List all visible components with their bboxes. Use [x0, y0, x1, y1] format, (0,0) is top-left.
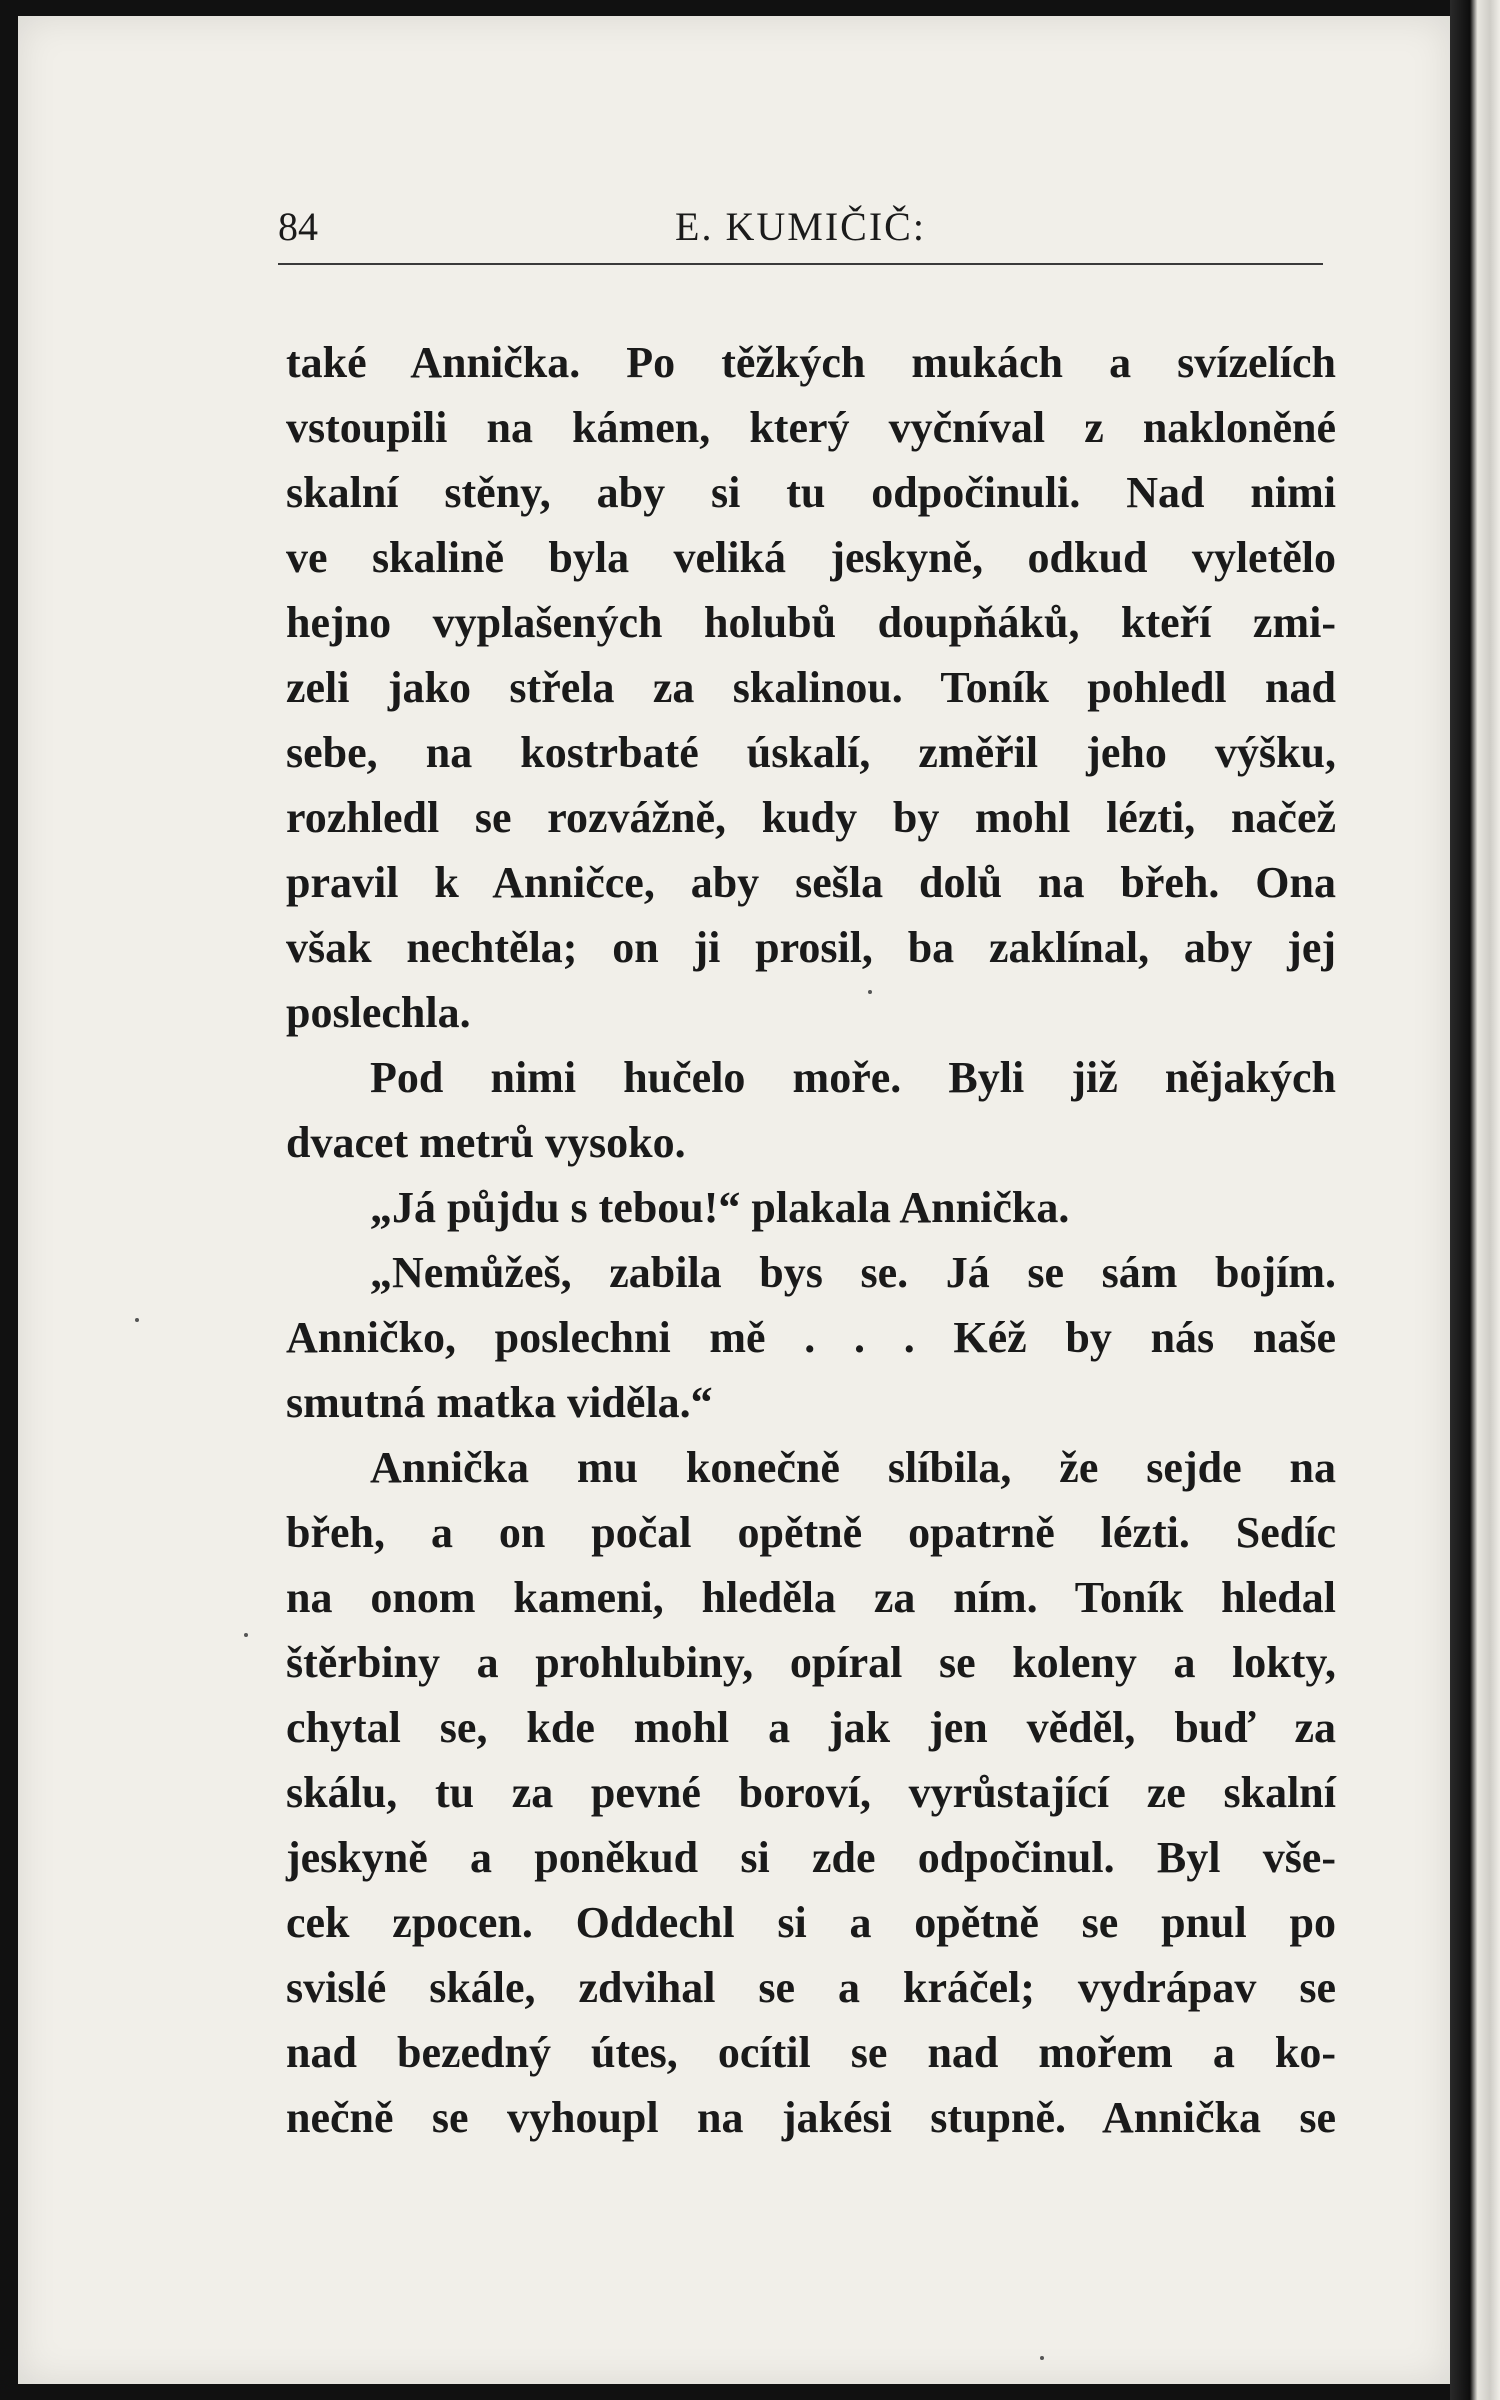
text-line: „Já půjdu s tebou!“ plakala Annička.: [370, 1183, 1070, 1232]
text-line: však nechtěla; on ji prosil, ba zaklínal, aby jej: [286, 923, 1336, 972]
text-line: nad bezedný útes, ocítil se nad mořem a ko-: [286, 2028, 1336, 2077]
text-line: štěrbiny a prohlubiny, opíral se koleny a lokty,: [286, 1638, 1336, 1687]
text-line: cek zpocen. Oddechl si a opětně se pnul po: [286, 1898, 1336, 1947]
text-line: vstoupili na kámen, který vyčníval z nakloněné: [286, 403, 1336, 452]
text-line: skalní stěny, aby si tu odpočinuli. Nad nimi: [286, 468, 1336, 517]
header-rule: [278, 263, 1323, 265]
print-speck: [868, 990, 872, 994]
text-line: Pod nimi hučelo moře. Byli již nějakých: [370, 1053, 1336, 1102]
text-line: rozhledl se rozvážně, kudy by mohl lézti, načež: [286, 793, 1336, 842]
text-line: nečně se vyhoupl na jakési stupně. Annička se: [286, 2093, 1336, 2142]
text-line: ve skalině byla veliká jeskyně, odkud vyletělo: [286, 533, 1336, 582]
body-text: [286, 330, 1336, 2150]
text-line: břeh, a on počal opětně opatrně lézti. Sedíc: [286, 1508, 1336, 1557]
text-line: svislé skále, zdvihal se a kráčel; vydrápav se: [286, 1963, 1336, 2012]
running-head: E. KUMIČIČ:: [675, 204, 926, 249]
book-spine-edge: [1450, 0, 1500, 2400]
print-speck: [1040, 2356, 1044, 2360]
page-header: [278, 195, 1323, 255]
text-line: Anničko, poslechni mě . . . Kéž by nás naše: [286, 1313, 1336, 1362]
text-line: sebe, na kostrbaté úskalí, změřil jeho výšku,: [286, 728, 1336, 777]
text-line: na onom kameni, hleděla za ním. Toník hledal: [286, 1573, 1336, 1622]
text-line: poslechla.: [286, 988, 471, 1037]
print-speck: [244, 1633, 248, 1637]
text-line: chytal se, kde mohl a jak jen věděl, buď za: [286, 1703, 1336, 1752]
text-line: jeskyně a poněkud si zde odpočinul. Byl vše-: [286, 1833, 1336, 1882]
page-number: 84: [278, 204, 318, 249]
text-line: také Annička. Po těžkých mukách a svízelích: [286, 338, 1336, 387]
text-line: Annička mu konečně slíbila, že sejde na: [370, 1443, 1336, 1492]
print-speck: [135, 1318, 139, 1322]
text-line: „Nemůžeš, zabila bys se. Já se sám bojím.: [370, 1248, 1336, 1297]
text-line: dvacet metrů vysoko.: [286, 1118, 686, 1167]
text-line: smutná matka viděla.“: [286, 1378, 713, 1427]
text-line: zeli jako střela za skalinou. Toník pohledl nad: [286, 663, 1336, 712]
text-line: skálu, tu za pevné boroví, vyrůstající ze skalní: [286, 1768, 1336, 1817]
text-line: hejno vyplašených holubů doupňáků, kteří zmi-: [286, 598, 1336, 647]
text-line: pravil k Anničce, aby sešla dolů na břeh. Ona: [286, 858, 1336, 907]
